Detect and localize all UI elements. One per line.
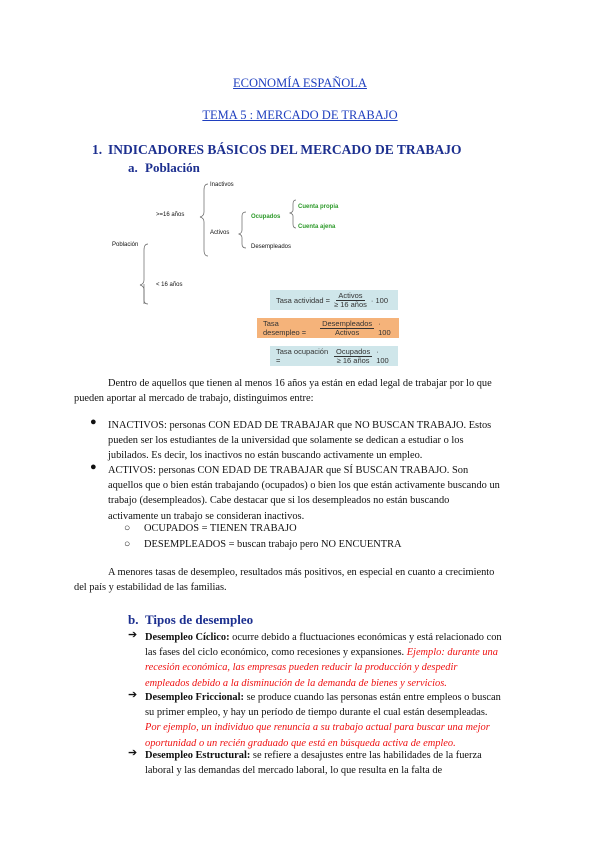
formula-ocupacion-num: Ocupados <box>336 346 371 356</box>
type-friccional-red-line: oportunidad o un recién graduado que está en búsqueda activa de empleo. <box>145 737 456 749</box>
type-ciclico-inline-red: Ejemplo: durante una <box>404 647 498 659</box>
diagram-desempleados: Desempleados <box>251 244 292 250</box>
type-estructural <box>145 748 565 778</box>
subbullet-circle: ○ <box>124 539 131 550</box>
diagram-brackets <box>108 172 408 372</box>
bullet-dot: ● <box>90 461 97 473</box>
type-ciclico-red-line: empleados debido a la disminución de la demanda de bienes y servicios. <box>145 677 447 689</box>
bullet-inactivos-line: INACTIVOS: personas CON EDAD DE TRABAJAR que NO BUSCAN TRABAJO. Estos <box>108 420 492 431</box>
diagram-cuenta-propia: Cuenta propia <box>298 204 339 210</box>
subsection-b-letter: b. <box>128 612 139 627</box>
section-number: 1. <box>92 142 103 157</box>
formula-desempleo-fraction <box>320 320 374 337</box>
section-title: INDICADORES BÁSICOS DEL MERCADO DE TRABAJO <box>108 142 462 157</box>
diagram-over16: >=16 años <box>156 212 185 218</box>
arrow-icon: ➔ <box>128 747 138 759</box>
type-friccional-first: se produce cuando las personas están entre empleos o buscan <box>243 692 501 703</box>
diagram-inactivos: Inactivos <box>210 182 234 188</box>
topic-title: TEMA 5 : MERCADO DE TRABAJO <box>202 108 398 122</box>
formula-actividad-label: Tasa actividad = <box>276 295 330 305</box>
bullet-activos-line: trabajo (desempleados). Cabe destacar que si los desempleados no están buscando <box>108 495 450 507</box>
bullet-activos <box>108 463 558 524</box>
formula-desempleo-num: Desempleados <box>322 318 373 328</box>
type-ciclico-first: ocurre debido a fluctuaciones económicas y está relacionado con <box>229 632 502 643</box>
paragraph1-line2: pueden aportar al mercado de trabajo, distinguimos entre: <box>74 393 314 404</box>
ocupados-brace <box>290 200 296 228</box>
formula-tasa-actividad <box>270 290 398 310</box>
formula-ocupacion-label: Tasa ocupación = <box>276 347 329 365</box>
formula-ocupacion-fraction <box>334 348 372 365</box>
bullet-dot: ● <box>90 416 97 428</box>
type-friccional-line: su primer empleo, y hay un período de tiempo durante el cual están desempleadas. <box>145 707 488 719</box>
diagram-ocupados: Ocupados <box>251 214 281 220</box>
formula-desempleo-mult: · 100 <box>378 319 391 337</box>
subsection-a-title: Población <box>145 160 200 175</box>
subsection-b-title: Tipos de desempleo <box>145 612 254 627</box>
type-friccional-term: Desempleo Friccional: <box>145 692 244 703</box>
formula-actividad-num: Activos <box>338 290 363 300</box>
subbullet-ocupados: OCUPADOS = TIENEN TRABAJO <box>144 523 297 534</box>
bullet-activos-line: aquellos que o bien están trabajando (ocupados) o bien los que están activamente buscando un <box>108 480 500 492</box>
type-ciclico-term: Desempleo Cíclico: <box>145 632 230 643</box>
bullet-inactivos-line: jubilados. Es decir, los inactivos no están buscando activamente un empleo. <box>108 450 423 462</box>
type-ciclico-line: las fases del ciclo económico, como recesiones y expansiones. <box>145 647 405 659</box>
formula-actividad-den: ≥ 16 años <box>334 299 367 309</box>
diagram-activos: Activos <box>210 230 230 236</box>
diagram-poblacion: Población <box>112 242 139 248</box>
paragraph2-line2: del país y estabilidad de las familias. <box>74 582 227 593</box>
diagram-cuenta-ajena: Cuenta ajena <box>298 224 336 230</box>
formula-desempleo-den: Activos <box>335 327 360 337</box>
formula-actividad-fraction <box>334 292 367 309</box>
type-friccional <box>145 690 565 751</box>
type-ciclico-red-line: recesión económica, las empresas pueden reducir la producción y despedir <box>145 662 458 674</box>
subbullet-desempleados: DESEMPLEADOS = buscan trabajo pero NO ENCUENTRA <box>144 539 402 550</box>
type-estructural-line: laboral y las demandas del mercado laboral, lo que resulta en la falta de <box>145 765 443 777</box>
paragraph1-line1: Dentro de aquellos que tienen al menos 16 años ya están en edad legal de trabajar por lo que <box>108 378 492 389</box>
document-title: ECONOMÍA ESPAÑOLA <box>233 76 367 90</box>
arrow-icon: ➔ <box>128 689 138 701</box>
population-diagram <box>108 172 408 372</box>
formula-tasa-desempleo <box>257 318 399 338</box>
formula-ocupacion-mult: · 100 <box>376 347 389 365</box>
type-ciclico <box>145 630 565 691</box>
bullet-inactivos-line: pueden ser los estudiantes de la universidad que solamente se dedican a estudiar o los <box>108 435 464 447</box>
type-estructural-term: Desempleo Estructural: <box>145 750 251 761</box>
type-friccional-red-line: Por ejemplo, un individuo que renuncia a su trabajo actual para buscar una mejor <box>145 722 490 734</box>
arrow-icon: ➔ <box>128 629 138 641</box>
diagram-under16: < 16 años <box>156 282 183 288</box>
subbullet-circle: ○ <box>124 523 131 534</box>
paragraph2-line1: A menores tasas de desempleo, resultados más positivos, en especial en cuanto a crecimiento <box>108 567 495 578</box>
bullet-inactivos <box>108 418 558 464</box>
formula-actividad-mult: · 100 <box>370 295 388 305</box>
formula-desempleo-label: Tasa desempleo = <box>263 319 307 337</box>
formula-tasa-ocupacion <box>270 346 398 366</box>
subsection-a-letter: a. <box>128 160 138 175</box>
over16-brace <box>200 184 208 256</box>
type-estructural-first: se refiere a desajustes entre las habilidades de la fuerza <box>250 750 482 761</box>
activos-brace <box>239 212 246 248</box>
bullet-activos-line: ACTIVOS: personas CON EDAD DE TRABAJAR que SÍ BUSCAN TRABAJO. Son <box>108 465 469 476</box>
bullet-activos-line: activamente un trabajo se consideran inactivos. <box>108 510 305 522</box>
formula-ocupacion-den: ≥ 16 años <box>336 355 370 365</box>
